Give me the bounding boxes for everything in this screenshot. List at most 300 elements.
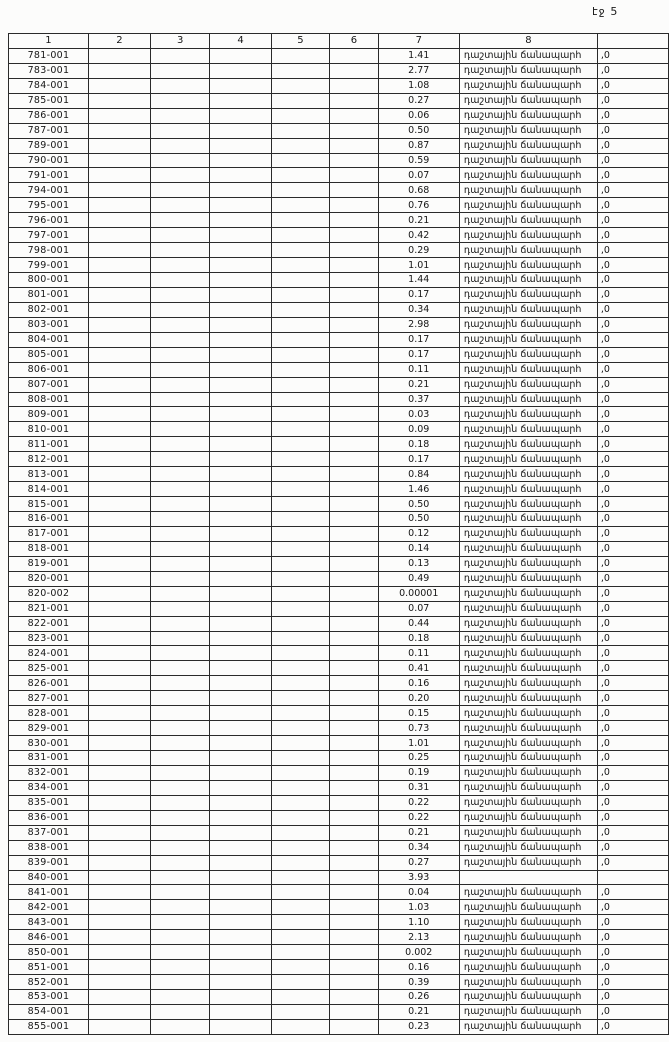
table-row	[9, 780, 669, 795]
description-cell: դաշտային ճանապարհ	[459, 736, 597, 751]
column-header-clipped	[597, 34, 668, 49]
table-row	[9, 407, 669, 422]
clipped-cell: ,0	[597, 243, 668, 258]
empty-cell	[88, 795, 150, 810]
empty-cell	[88, 123, 150, 138]
table-row	[9, 153, 669, 168]
row-id-cell: 804-001	[9, 332, 89, 347]
empty-cell	[88, 317, 150, 332]
empty-cell	[88, 1019, 150, 1034]
empty-cell	[271, 422, 330, 437]
row-id-cell: 815-001	[9, 497, 89, 512]
empty-cell	[210, 541, 271, 556]
empty-cell	[271, 198, 330, 213]
row-id-cell: 797-001	[9, 228, 89, 243]
empty-cell	[150, 287, 209, 302]
table-row	[9, 1019, 669, 1034]
empty-cell	[330, 870, 378, 885]
column-header-2: 2	[88, 34, 150, 49]
empty-cell	[271, 452, 330, 467]
row-id-cell: 839-001	[9, 855, 89, 870]
empty-cell	[330, 243, 378, 258]
empty-cell	[150, 616, 209, 631]
table-row	[9, 601, 669, 616]
empty-cell	[210, 930, 271, 945]
empty-cell	[271, 228, 330, 243]
empty-cell	[330, 63, 378, 78]
description-cell: դաշտային ճանապարհ	[459, 840, 597, 855]
empty-cell	[210, 1019, 271, 1034]
empty-cell	[150, 1019, 209, 1034]
table-row	[9, 661, 669, 676]
value-cell: 0.16	[378, 960, 459, 975]
row-id-cell: 840-001	[9, 870, 89, 885]
row-id-cell: 846-001	[9, 930, 89, 945]
empty-cell	[330, 108, 378, 123]
row-id-cell: 824-001	[9, 646, 89, 661]
empty-cell	[150, 945, 209, 960]
row-id-cell: 825-001	[9, 661, 89, 676]
row-id-cell: 823-001	[9, 631, 89, 646]
description-cell: դաշտային ճանապարհ	[459, 646, 597, 661]
empty-cell	[330, 302, 378, 317]
empty-cell	[271, 661, 330, 676]
empty-cell	[150, 765, 209, 780]
description-cell: դաշտային ճանապարհ	[459, 243, 597, 258]
empty-cell	[150, 63, 209, 78]
empty-cell	[88, 631, 150, 646]
row-id-cell: 841-001	[9, 885, 89, 900]
value-cell: 2.98	[378, 317, 459, 332]
empty-cell	[271, 123, 330, 138]
empty-cell	[150, 467, 209, 482]
row-id-cell: 838-001	[9, 840, 89, 855]
empty-cell	[271, 213, 330, 228]
row-id-cell: 831-001	[9, 751, 89, 766]
row-id-cell: 827-001	[9, 691, 89, 706]
row-id-cell: 820-002	[9, 586, 89, 601]
column-header-4: 4	[210, 34, 271, 49]
clipped-cell: ,0	[597, 273, 668, 288]
empty-cell	[150, 840, 209, 855]
empty-cell	[330, 526, 378, 541]
empty-cell	[271, 751, 330, 766]
description-cell: դաշտային ճանապարհ	[459, 48, 597, 63]
value-cell: 0.15	[378, 706, 459, 721]
row-id-cell: 806-001	[9, 362, 89, 377]
empty-cell	[330, 646, 378, 661]
clipped-cell: ,0	[597, 287, 668, 302]
empty-cell	[271, 302, 330, 317]
empty-cell	[150, 526, 209, 541]
empty-cell	[88, 332, 150, 347]
empty-cell	[150, 332, 209, 347]
empty-cell	[88, 228, 150, 243]
value-cell: 0.59	[378, 153, 459, 168]
row-id-cell: 809-001	[9, 407, 89, 422]
description-cell: դաշտային ճանապարհ	[459, 691, 597, 706]
value-cell: 1.01	[378, 258, 459, 273]
row-id-cell: 791-001	[9, 168, 89, 183]
description-cell: դաշտային ճանապարհ	[459, 497, 597, 512]
empty-cell	[271, 915, 330, 930]
row-id-cell: 812-001	[9, 452, 89, 467]
clipped-cell: ,0	[597, 765, 668, 780]
description-cell: դաշտային ճանապարհ	[459, 332, 597, 347]
empty-cell	[210, 63, 271, 78]
empty-cell	[210, 960, 271, 975]
empty-cell	[330, 571, 378, 586]
empty-cell	[210, 243, 271, 258]
empty-cell	[210, 482, 271, 497]
clipped-cell: ,0	[597, 183, 668, 198]
empty-cell	[330, 287, 378, 302]
value-cell: 0.002	[378, 945, 459, 960]
empty-cell	[150, 915, 209, 930]
description-cell: դաշտային ճանապարհ	[459, 541, 597, 556]
empty-cell	[210, 571, 271, 586]
description-cell: դաշտային ճանապարհ	[459, 571, 597, 586]
description-cell: դաշտային ճանապարհ	[459, 228, 597, 243]
value-cell: 0.11	[378, 362, 459, 377]
description-cell: դաշտային ճանապարհ	[459, 795, 597, 810]
clipped-cell: ,0	[597, 736, 668, 751]
table-row	[9, 302, 669, 317]
empty-cell	[210, 676, 271, 691]
empty-cell	[150, 138, 209, 153]
data-table	[8, 33, 669, 1035]
clipped-cell: ,0	[597, 930, 668, 945]
clipped-cell: ,0	[597, 855, 668, 870]
empty-cell	[150, 183, 209, 198]
description-cell: դաշտային ճանապարհ	[459, 198, 597, 213]
empty-cell	[330, 855, 378, 870]
empty-cell	[88, 601, 150, 616]
table-row	[9, 795, 669, 810]
description-cell: դաշտային ճանապարհ	[459, 482, 597, 497]
row-id-cell: 836-001	[9, 810, 89, 825]
empty-cell	[271, 541, 330, 556]
empty-cell	[271, 48, 330, 63]
clipped-cell: ,0	[597, 721, 668, 736]
empty-cell	[330, 168, 378, 183]
clipped-cell: ,0	[597, 228, 668, 243]
description-cell: դաշտային ճանապարհ	[459, 676, 597, 691]
clipped-cell: ,0	[597, 317, 668, 332]
empty-cell	[210, 273, 271, 288]
row-id-cell: 787-001	[9, 123, 89, 138]
empty-cell	[271, 93, 330, 108]
empty-cell	[88, 571, 150, 586]
empty-cell	[210, 795, 271, 810]
empty-cell	[330, 1019, 378, 1034]
empty-cell	[330, 123, 378, 138]
empty-cell	[330, 48, 378, 63]
empty-cell	[150, 885, 209, 900]
table-row	[9, 347, 669, 362]
description-cell: դաշտային ճանապարհ	[459, 990, 597, 1005]
column-header-8: 8	[459, 34, 597, 49]
empty-cell	[88, 586, 150, 601]
empty-cell	[88, 780, 150, 795]
empty-cell	[330, 467, 378, 482]
empty-cell	[271, 930, 330, 945]
empty-cell	[330, 1004, 378, 1019]
table-row	[9, 392, 669, 407]
value-cell: 0.34	[378, 302, 459, 317]
empty-cell	[150, 825, 209, 840]
value-cell: 0.42	[378, 228, 459, 243]
empty-cell	[210, 123, 271, 138]
value-cell: 0.44	[378, 616, 459, 631]
value-cell: 0.09	[378, 422, 459, 437]
description-cell: դաշտային ճանապարհ	[459, 512, 597, 527]
table-row	[9, 213, 669, 228]
description-cell: դաշտային ճանապարհ	[459, 78, 597, 93]
empty-cell	[271, 885, 330, 900]
table-row	[9, 467, 669, 482]
clipped-cell: ,0	[597, 78, 668, 93]
clipped-cell: ,0	[597, 706, 668, 721]
table-row	[9, 706, 669, 721]
empty-cell	[210, 138, 271, 153]
empty-cell	[330, 945, 378, 960]
empty-cell	[330, 317, 378, 332]
empty-cell	[210, 48, 271, 63]
empty-cell	[150, 482, 209, 497]
empty-cell	[330, 840, 378, 855]
clipped-cell: ,0	[597, 153, 668, 168]
row-id-cell: 783-001	[9, 63, 89, 78]
description-cell: դաշտային ճանապարհ	[459, 556, 597, 571]
row-id-cell: 799-001	[9, 258, 89, 273]
empty-cell	[150, 571, 209, 586]
empty-cell	[88, 48, 150, 63]
empty-cell	[150, 810, 209, 825]
row-id-cell: 822-001	[9, 616, 89, 631]
empty-cell	[88, 885, 150, 900]
empty-cell	[330, 975, 378, 990]
table-body	[9, 48, 669, 1034]
empty-cell	[210, 213, 271, 228]
description-cell: դաշտային ճանապարհ	[459, 168, 597, 183]
clipped-cell: ,0	[597, 422, 668, 437]
table-row	[9, 810, 669, 825]
empty-cell	[330, 258, 378, 273]
value-cell: 0.26	[378, 990, 459, 1005]
row-id-cell: 813-001	[9, 467, 89, 482]
table-row	[9, 183, 669, 198]
empty-cell	[271, 646, 330, 661]
empty-cell	[150, 407, 209, 422]
clipped-cell: ,0	[597, 676, 668, 691]
empty-cell	[88, 512, 150, 527]
description-cell: դաշտային ճանապարհ	[459, 810, 597, 825]
row-id-cell: 819-001	[9, 556, 89, 571]
empty-cell	[210, 362, 271, 377]
table-row	[9, 541, 669, 556]
empty-cell	[150, 751, 209, 766]
empty-cell	[150, 676, 209, 691]
empty-cell	[88, 1004, 150, 1019]
table-row	[9, 526, 669, 541]
empty-cell	[210, 736, 271, 751]
description-cell: դաշտային ճանապարհ	[459, 601, 597, 616]
empty-cell	[150, 392, 209, 407]
table-row	[9, 855, 669, 870]
empty-cell	[330, 930, 378, 945]
empty-cell	[150, 377, 209, 392]
row-id-cell: 807-001	[9, 377, 89, 392]
empty-cell	[210, 751, 271, 766]
row-id-cell: 842-001	[9, 900, 89, 915]
row-id-cell: 794-001	[9, 183, 89, 198]
table-row	[9, 631, 669, 646]
clipped-cell: ,0	[597, 661, 668, 676]
empty-cell	[88, 153, 150, 168]
empty-cell	[271, 571, 330, 586]
empty-cell	[271, 825, 330, 840]
empty-cell	[330, 213, 378, 228]
empty-cell	[330, 377, 378, 392]
empty-cell	[271, 467, 330, 482]
empty-cell	[271, 990, 330, 1005]
empty-cell	[271, 676, 330, 691]
empty-cell	[271, 945, 330, 960]
empty-cell	[271, 855, 330, 870]
empty-cell	[210, 765, 271, 780]
empty-cell	[330, 780, 378, 795]
row-id-cell: 828-001	[9, 706, 89, 721]
row-id-cell: 837-001	[9, 825, 89, 840]
description-cell: դաշտային ճանապարհ	[459, 616, 597, 631]
empty-cell	[88, 960, 150, 975]
value-cell: 1.10	[378, 915, 459, 930]
empty-cell	[330, 661, 378, 676]
description-cell: դաշտային ճանապարհ	[459, 885, 597, 900]
empty-cell	[330, 885, 378, 900]
empty-cell	[271, 153, 330, 168]
row-id-cell: 852-001	[9, 975, 89, 990]
row-id-cell: 834-001	[9, 780, 89, 795]
clipped-cell: ,0	[597, 93, 668, 108]
empty-cell	[210, 855, 271, 870]
row-id-cell: 801-001	[9, 287, 89, 302]
description-cell: դաշտային ճանապարհ	[459, 930, 597, 945]
value-cell: 2.77	[378, 63, 459, 78]
clipped-cell: ,0	[597, 840, 668, 855]
empty-cell	[271, 780, 330, 795]
description-cell: դաշտային ճանապարհ	[459, 751, 597, 766]
table-row	[9, 736, 669, 751]
empty-cell	[210, 452, 271, 467]
row-id-cell: 781-001	[9, 48, 89, 63]
table-row	[9, 990, 669, 1005]
description-cell: դաշտային ճանապարհ	[459, 765, 597, 780]
table-row	[9, 273, 669, 288]
description-cell: դաշտային ճանապարհ	[459, 302, 597, 317]
empty-cell	[330, 347, 378, 362]
empty-cell	[271, 63, 330, 78]
value-cell: 1.46	[378, 482, 459, 497]
table-row	[9, 138, 669, 153]
empty-cell	[150, 930, 209, 945]
clipped-cell: ,0	[597, 571, 668, 586]
clipped-cell: ,0	[597, 556, 668, 571]
empty-cell	[271, 631, 330, 646]
value-cell: 0.00001	[378, 586, 459, 601]
row-id-cell: 810-001	[9, 422, 89, 437]
value-cell: 1.44	[378, 273, 459, 288]
empty-cell	[150, 795, 209, 810]
clipped-cell: ,0	[597, 168, 668, 183]
description-cell: դաշտային ճանապարհ	[459, 93, 597, 108]
empty-cell	[88, 392, 150, 407]
empty-cell	[210, 990, 271, 1005]
description-cell: դաշտային ճանապարհ	[459, 586, 597, 601]
empty-cell	[150, 975, 209, 990]
clipped-cell: ,0	[597, 541, 668, 556]
empty-cell	[88, 810, 150, 825]
empty-cell	[330, 616, 378, 631]
empty-cell	[271, 287, 330, 302]
row-id-cell: 821-001	[9, 601, 89, 616]
empty-cell	[150, 497, 209, 512]
value-cell: 0.87	[378, 138, 459, 153]
empty-cell	[88, 452, 150, 467]
table-row	[9, 825, 669, 840]
description-cell: դաշտային ճանապարհ	[459, 960, 597, 975]
empty-cell	[210, 691, 271, 706]
empty-cell	[150, 870, 209, 885]
empty-cell	[330, 422, 378, 437]
value-cell: 0.29	[378, 243, 459, 258]
empty-cell	[150, 586, 209, 601]
empty-cell	[271, 138, 330, 153]
empty-cell	[271, 183, 330, 198]
empty-cell	[150, 706, 209, 721]
row-id-cell: 843-001	[9, 915, 89, 930]
empty-cell	[88, 706, 150, 721]
empty-cell	[88, 347, 150, 362]
clipped-cell: ,0	[597, 407, 668, 422]
clipped-cell: ,0	[597, 900, 668, 915]
value-cell: 0.39	[378, 975, 459, 990]
empty-cell	[150, 258, 209, 273]
column-header-6: 6	[330, 34, 378, 49]
empty-cell	[271, 736, 330, 751]
table-row	[9, 362, 669, 377]
description-cell: դաշտային ճանապարհ	[459, 526, 597, 541]
empty-cell	[271, 586, 330, 601]
table-row	[9, 765, 669, 780]
empty-cell	[271, 975, 330, 990]
value-cell: 0.84	[378, 467, 459, 482]
clipped-cell: ,0	[597, 347, 668, 362]
column-header-5: 5	[271, 34, 330, 49]
value-cell: 0.27	[378, 93, 459, 108]
empty-cell	[271, 810, 330, 825]
table-row	[9, 497, 669, 512]
empty-cell	[330, 900, 378, 915]
empty-cell	[88, 108, 150, 123]
row-id-cell: 800-001	[9, 273, 89, 288]
value-cell: 0.18	[378, 437, 459, 452]
clipped-cell: ,0	[597, 452, 668, 467]
row-id-cell: 790-001	[9, 153, 89, 168]
description-cell: դաշտային ճանապարհ	[459, 900, 597, 915]
value-cell: 0.03	[378, 407, 459, 422]
